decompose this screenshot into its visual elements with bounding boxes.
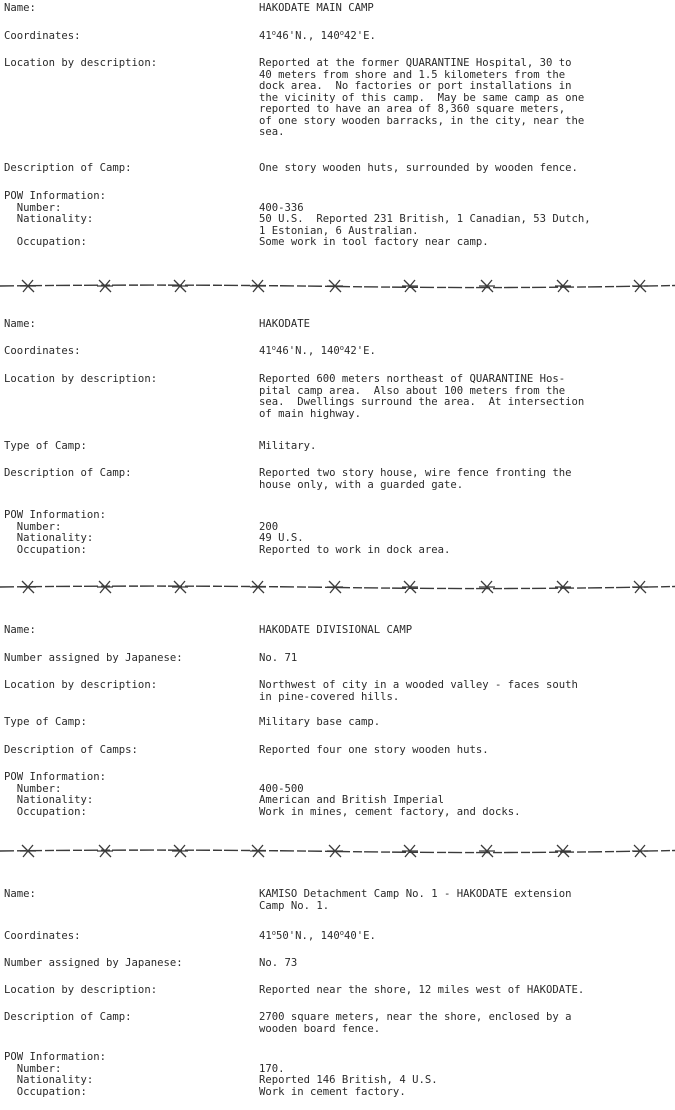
pow-labels: POW Information: Number: Nationality: Occupation:	[4, 771, 107, 818]
field-label: Location by description:	[4, 984, 158, 996]
barbed-wire-divider	[0, 843, 675, 859]
barb-knot	[172, 845, 188, 857]
barb-knot	[479, 280, 495, 292]
field-label: Description of Camp:	[4, 1011, 132, 1023]
field-value: HAKODATE DIVISIONAL CAMP	[259, 624, 413, 636]
field-label: Type of Camp:	[4, 440, 87, 452]
barb-knot	[250, 581, 266, 593]
field-label: Type of Camp:	[4, 716, 87, 728]
barbed-wire-divider	[0, 278, 675, 294]
barb-knot	[555, 845, 571, 857]
pow-values: 400-336 50 U.S. Reported 231 British, 1 Canadian, 53 Dutch, 1 Estonian, 6 Australian. Some work in tool factory near camp.	[259, 201, 591, 248]
field-value: HAKODATE	[259, 318, 311, 330]
barb-knot	[555, 581, 571, 593]
pow-labels: POW Information: Number: Nationality: Occupation:	[4, 509, 107, 556]
field-value: Reported four one story wooden huts.	[259, 744, 489, 756]
field-label: Location by description:	[4, 57, 158, 69]
barb-knot	[97, 581, 113, 593]
barb-knot	[250, 845, 266, 857]
field-label: Coordinates:	[4, 345, 81, 357]
pow-labels: POW Information: Number: Nationality: Occupation:	[4, 1051, 107, 1098]
barb-knot	[479, 845, 495, 857]
field-label: Description of Camp:	[4, 467, 132, 479]
barb-knot	[327, 581, 343, 593]
field-value: KAMISO Detachment Camp No. 1 - HAKODATE extension Camp No. 1.	[259, 888, 572, 912]
barb-knot	[327, 280, 343, 292]
field-label: Description of Camps:	[4, 744, 138, 756]
field-value: HAKODATE MAIN CAMP	[259, 2, 374, 14]
pow-values: 400-500 American and British Imperial Work in mines, cement factory, and docks.	[259, 782, 521, 818]
barb-knot	[20, 581, 36, 593]
barbed-wire-divider	[0, 579, 675, 595]
pow-values: 200 49 U.S. Reported to work in dock area.	[259, 520, 451, 556]
field-value: 41$^o$46'N., 140$^o$42'E.	[259, 29, 376, 42]
field-value: No. 71	[259, 652, 298, 664]
barb-knot	[327, 845, 343, 857]
field-value: Military base camp.	[259, 716, 381, 728]
barb-knot	[172, 280, 188, 292]
barb-knot	[402, 280, 418, 292]
field-value: Northwest of city in a wooded valley - faces south in pine-covered hills.	[259, 679, 578, 703]
field-label: Name:	[4, 888, 36, 900]
field-value: No. 73	[259, 957, 298, 969]
barb-knot	[402, 845, 418, 857]
field-label: Number assigned by Japanese:	[4, 652, 183, 664]
pow-values: 170. Reported 146 British, 4 U.S. Work in cement factory.	[259, 1062, 438, 1098]
pow-labels: POW Information: Number: Nationality: Occupation:	[4, 190, 107, 248]
barb-knot	[632, 280, 648, 292]
field-label: Description of Camp:	[4, 162, 132, 174]
field-label: Coordinates:	[4, 30, 81, 42]
field-value: Reported 600 meters northeast of QUARANTINE Hos- pital camp area. Also about 100 meters from the sea. Dwellings surround the area. At intersection of main highway.	[259, 373, 585, 420]
field-label: Number assigned by Japanese:	[4, 957, 183, 969]
barb-knot	[97, 845, 113, 857]
field-label: Name:	[4, 2, 36, 14]
field-value: Reported at the former QUARANTINE Hospital, 30 to 40 meters from shore and 1.5 kilometers from the dock area. No factories or port installations in the vicinity of this camp. May be same camp as one reported to have an area of 8,360 square meters, of one story wooden barracks, in the city, near the sea.	[259, 57, 585, 138]
barb-knot	[20, 845, 36, 857]
field-value: One story wooden huts, surrounded by wooden fence.	[259, 162, 578, 174]
barb-knot	[479, 581, 495, 593]
barb-knot	[250, 280, 266, 292]
barb-knot	[97, 280, 113, 292]
field-label: Name:	[4, 318, 36, 330]
field-value: 41$^o$46'N., 140$^o$42'E.	[259, 344, 376, 357]
field-value: 41$^o$50'N., 140$^o$40'E.	[259, 929, 376, 942]
field-label: Location by description:	[4, 679, 158, 691]
field-value: 2700 square meters, near the shore, enclosed by a wooden board fence.	[259, 1011, 572, 1035]
barb-knot	[172, 581, 188, 593]
barb-knot	[20, 280, 36, 292]
field-label: Coordinates:	[4, 930, 81, 942]
field-label: Location by description:	[4, 373, 158, 385]
field-value: Reported near the shore, 12 miles west of HAKODATE.	[259, 984, 585, 996]
field-value: Military.	[259, 440, 317, 452]
barb-knot	[402, 581, 418, 593]
barb-knot	[632, 581, 648, 593]
field-label: Name:	[4, 624, 36, 636]
barb-knot	[632, 845, 648, 857]
barb-knot	[555, 280, 571, 292]
field-value: Reported two story house, wire fence fronting the house only, with a guarded gate.	[259, 467, 572, 491]
